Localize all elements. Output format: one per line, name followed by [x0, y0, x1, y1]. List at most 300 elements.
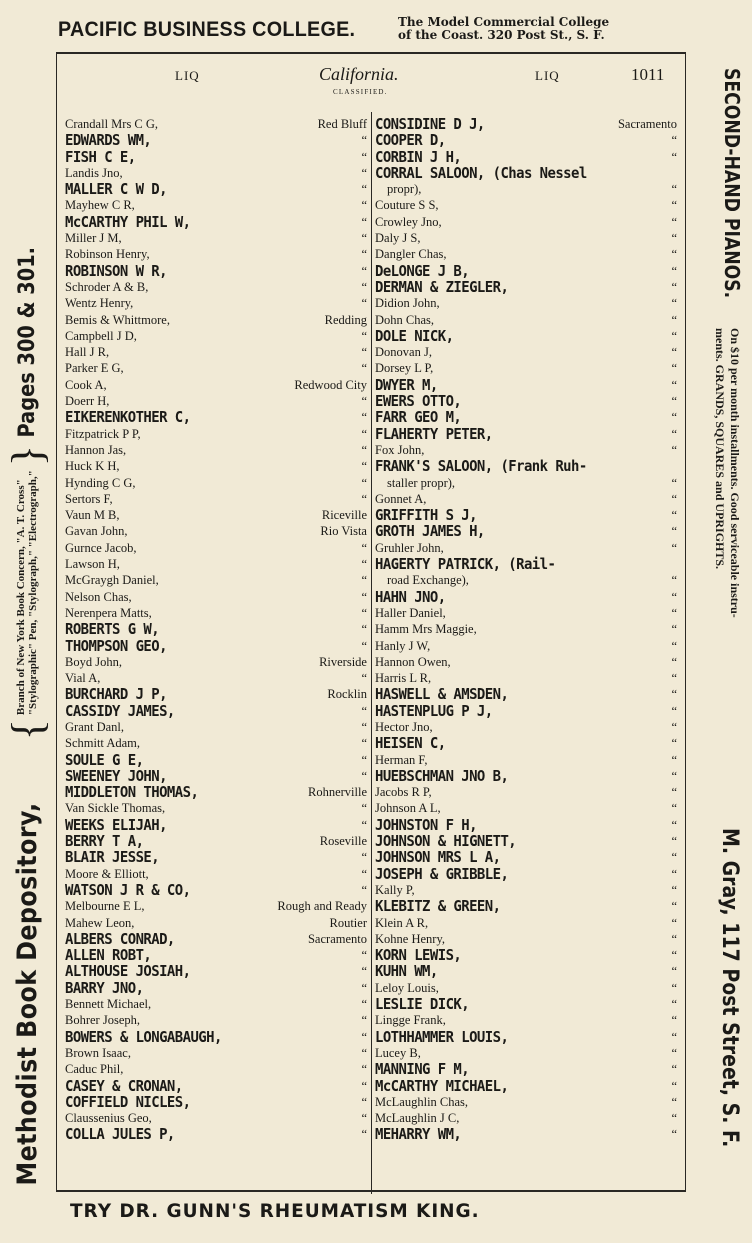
listing-entry: [375, 800, 683, 816]
listing-name: CASSIDY JAMES,: [65, 701, 175, 720]
listing-entry: [65, 605, 373, 621]
listing-entry: [375, 360, 683, 376]
listing-location: “: [361, 1062, 367, 1077]
listing-location: “: [671, 638, 677, 653]
listing-name: DWYER M,: [375, 375, 438, 394]
listing-location: “: [671, 882, 677, 897]
listing-location: “: [361, 1045, 367, 1060]
listing-location: “: [671, 687, 677, 702]
listing-name: FLAHERTY PETER,: [375, 424, 493, 443]
listing-name: HASWELL & AMSDEN,: [375, 685, 509, 704]
listing-entry: [65, 393, 373, 409]
listing-name: Brown Isaac,: [65, 1045, 131, 1060]
header-left-abbrev: LIQ: [175, 68, 200, 83]
left-ad-pages: Pages 300 & 301.: [14, 246, 40, 437]
listing-name: Caduc Phil,: [65, 1062, 124, 1077]
listing-name: CORRAL SALOON, (Chas Nessel: [375, 163, 587, 182]
listing-location: “: [361, 557, 367, 572]
listing-name: MIDDLETON THOMAS,: [65, 783, 199, 802]
listing-entry: [65, 849, 373, 865]
listing-name: CONSIDINE D J,: [375, 115, 485, 133]
listing-entry: [375, 149, 683, 165]
listing-location: “: [671, 980, 677, 995]
listing-entry: [65, 230, 373, 246]
listing-location: Rocklin: [327, 687, 367, 702]
listing-location: “: [671, 279, 677, 294]
listing-name: Lucey B,: [375, 1045, 421, 1060]
listing-name: EWERS OTTO,: [375, 392, 462, 411]
listing-entry: [375, 197, 683, 213]
listing-name: Parker E G,: [65, 361, 124, 376]
listing-name: Gruhler John,: [375, 540, 444, 555]
listing-entry: [375, 882, 683, 898]
listing-name: McLaughlin Chas,: [375, 1094, 469, 1109]
listing-location: “: [361, 442, 367, 457]
listing-name: Lawson H,: [65, 557, 120, 572]
listing-name: Sertors F,: [65, 491, 113, 506]
listing-name: THOMPSON GEO,: [65, 636, 167, 655]
listing-name: COOPER D,: [375, 131, 446, 150]
listing-location: “: [361, 394, 367, 409]
listing-location: “: [671, 328, 677, 343]
listing-location: “: [361, 133, 367, 148]
listing-entry: [65, 149, 373, 165]
listing-name: KUHN WM,: [375, 962, 438, 981]
listing-location: “: [361, 1013, 367, 1028]
listing-entry: [375, 458, 683, 474]
listing-name: LOTHHAMMER LOUIS,: [375, 1027, 509, 1046]
listing-location: “: [671, 948, 677, 963]
listing-location: “: [671, 475, 677, 490]
listing-entry: [65, 312, 373, 328]
listing-entry: [375, 752, 683, 768]
listing-name: Gonnet A,: [375, 491, 427, 506]
listing-entry: [65, 1012, 373, 1028]
listing-location: “: [671, 296, 677, 311]
listing-name: KORN LEWIS,: [375, 946, 462, 965]
listing-entry: [65, 963, 373, 979]
listing-entry: [65, 1094, 373, 1110]
listing-location: “: [361, 622, 367, 637]
listing-location: “: [671, 605, 677, 620]
listing-name: Van Sickle Thomas,: [65, 801, 166, 816]
listing-name: Gavan John,: [65, 524, 128, 539]
listing-location: “: [671, 491, 677, 506]
listing-name: HEISEN C,: [375, 734, 446, 753]
listing-name: Grant Danl,: [65, 719, 125, 734]
listing-entry: [375, 279, 683, 295]
listing-name: Gurnce Jacob,: [65, 540, 137, 555]
top-ad-tagline-line2: of the Coast. 320 Post St., S. F.: [398, 28, 605, 42]
listing-name: Hamm Mrs Maggie,: [375, 622, 477, 637]
left-margin-advertisement: [2, 70, 52, 1185]
listing-entry: [375, 116, 683, 132]
listing-name: COLLA JULES P,: [65, 1125, 175, 1144]
directory-page: [56, 52, 686, 1192]
listing-location: “: [671, 1127, 677, 1142]
listing-entry: [375, 246, 683, 262]
listing-location: “: [361, 1029, 367, 1044]
listing-entry: [65, 556, 373, 572]
listing-location: “: [361, 997, 367, 1012]
listing-entry: [375, 556, 683, 572]
listing-name: Hector Jno,: [375, 719, 433, 734]
listing-location: “: [671, 834, 677, 849]
listing-location: “: [361, 882, 367, 897]
right-ad-details: [712, 328, 742, 618]
listing-name: Fitzpatrick P P,: [65, 426, 141, 441]
listing-name: KLEBITZ & GREEN,: [375, 897, 501, 916]
listing-location: “: [671, 964, 677, 979]
listing-location: “: [671, 997, 677, 1012]
listing-name: Hannon Owen,: [375, 654, 451, 669]
listing-entry: [375, 132, 683, 148]
listing-location: “: [361, 426, 367, 441]
listing-entry: [65, 915, 373, 931]
listing-name: Melbourne E L,: [65, 899, 145, 914]
left-ad-details-line1: Branch of New York Book Concern, "A. T. Cross": [15, 478, 27, 715]
listing-name: BERRY T A,: [65, 832, 144, 851]
listing-name: DeLONGE J B,: [375, 261, 470, 280]
listing-entry: [375, 572, 683, 588]
listing-name: LESLIE DICK,: [375, 995, 470, 1014]
listing-location: Roseville: [319, 834, 367, 849]
listing-entry: [375, 507, 683, 523]
listing-entry: [375, 703, 683, 719]
listing-location: “: [671, 768, 677, 783]
listing-name: Hannon Jas,: [65, 442, 127, 457]
listing-entry: [65, 507, 373, 523]
listing-name: ALLEN ROBT,: [65, 946, 152, 965]
listing-entry: [375, 638, 683, 654]
listing-location: “: [361, 1094, 367, 1109]
listing-name: McCARTHY PHIL W,: [65, 212, 191, 231]
listing-name: BARRY JNO,: [65, 978, 144, 997]
listing-location: “: [361, 1078, 367, 1093]
listing-entry: [65, 523, 373, 539]
listing-entry: [65, 752, 373, 768]
listing-location: “: [361, 638, 367, 653]
listing-location: “: [671, 915, 677, 930]
listing-location: “: [671, 198, 677, 213]
right-ad-pianos: SECOND-HAND PIANOS.: [720, 68, 744, 299]
listing-entry: [65, 882, 373, 898]
listing-entry: [65, 377, 373, 393]
listing-name: Harris L R,: [375, 671, 432, 686]
listing-name: Miller J M,: [65, 231, 122, 246]
listing-location: “: [671, 752, 677, 767]
listing-name: HUEBSCHMAN JNO B,: [375, 766, 509, 785]
listing-name: ROBERTS G W,: [65, 620, 160, 639]
listing-location: “: [671, 410, 677, 425]
listing-entry: [65, 1061, 373, 1077]
listing-location: “: [671, 524, 677, 539]
listing-entry: [65, 800, 373, 816]
listing-location: “: [671, 866, 677, 881]
right-ad-details-line1: On $10 per month installments. Good serviceable instru-: [728, 328, 742, 618]
listing-name: Couture S S,: [375, 198, 439, 213]
listing-entry: [375, 426, 683, 442]
listing-location: “: [361, 214, 367, 229]
listing-name: MEHARRY WM,: [375, 1125, 462, 1144]
listing-location: “: [361, 459, 367, 474]
listing-location: Sacramento: [617, 117, 677, 131]
listing-location: “: [671, 1013, 677, 1028]
listing-entry: [375, 295, 683, 311]
listing-name: BOWERS & LONGABAUGH,: [65, 1027, 222, 1046]
listing-location: “: [671, 1029, 677, 1044]
listing-name: MALLER C W D,: [65, 180, 167, 199]
listing-name: ROBINSON W R,: [65, 261, 167, 280]
listing-entry: [65, 197, 373, 213]
listing-entry: [65, 442, 373, 458]
listing-name: HASTENPLUG P J,: [375, 701, 493, 720]
listing-location: “: [361, 491, 367, 506]
listing-entry: [375, 377, 683, 393]
listing-location: “: [671, 703, 677, 718]
listing-location: “: [361, 703, 367, 718]
page-header: [57, 54, 687, 100]
listing-entry: [375, 1061, 683, 1077]
listing-location: “: [361, 361, 367, 376]
listing-name: FISH C E,: [65, 147, 136, 166]
listing-name: CASEY & CRONAN,: [65, 1076, 183, 1095]
listing-location: Rio Vista: [320, 524, 367, 539]
listing-location: Riceville: [321, 508, 367, 523]
listing-location: Red Bluff: [317, 117, 367, 131]
listing-location: “: [671, 231, 677, 246]
right-ad-details-line2: ments. GRANDS, SQUARES and UPRIGHTS.: [713, 328, 727, 570]
listing-entry: [65, 654, 373, 670]
listing-name: Dohn Chas,: [375, 312, 435, 327]
listing-location: “: [671, 345, 677, 360]
listing-name: McGraygh Daniel,: [65, 573, 159, 588]
listing-entry: [375, 849, 683, 865]
listing-entry: [375, 1029, 683, 1045]
listing-entry: [65, 866, 373, 882]
listing-location: “: [361, 768, 367, 783]
listing-entry: [375, 1045, 683, 1061]
listing-entry: [65, 165, 373, 181]
listing-location: “: [671, 589, 677, 604]
listing-name: Bohrer Joseph,: [65, 1013, 140, 1028]
listing-name: staller propr),: [387, 475, 456, 490]
listing-entry: [375, 312, 683, 328]
listing-name: GROTH JAMES H,: [375, 522, 485, 541]
listing-location: “: [361, 475, 367, 490]
listing-entry: [375, 866, 683, 882]
listing-entry: [375, 1126, 683, 1142]
listing-entry: [65, 621, 373, 637]
listing-entry: [375, 1012, 683, 1028]
listing-entry: [65, 1078, 373, 1094]
listing-entry: [375, 931, 683, 947]
left-ad-details: [15, 470, 39, 715]
listing-location: Redding: [324, 312, 367, 327]
listing-name: CORBIN J H,: [375, 147, 462, 166]
listing-name: JOHNSTON F H,: [375, 815, 477, 834]
listing-name: propr),: [387, 182, 422, 197]
listing-entry: [375, 181, 683, 197]
listing-location: “: [361, 296, 367, 311]
listing-entry: [375, 947, 683, 963]
listing-location: “: [361, 1111, 367, 1126]
listing-name: Wentz Henry,: [65, 296, 134, 311]
listing-entry: [65, 181, 373, 197]
listing-entry: [375, 833, 683, 849]
listing-name: Jacobs R P,: [375, 785, 432, 800]
listing-location: “: [361, 605, 367, 620]
listing-location: “: [671, 312, 677, 327]
listing-entry: [65, 328, 373, 344]
listing-entry: [375, 344, 683, 360]
listing-location: “: [671, 182, 677, 197]
listing-entry: [65, 670, 373, 686]
listing-entry: [65, 898, 373, 914]
listing-entry: [65, 719, 373, 735]
listing-entry: [65, 116, 373, 132]
listing-location: “: [361, 671, 367, 686]
listing-name: Cook A,: [65, 377, 107, 392]
listing-location: “: [671, 801, 677, 816]
listing-entry: [65, 491, 373, 507]
listing-location: “: [361, 719, 367, 734]
listing-name: JOSEPH & GRIBBLE,: [375, 864, 509, 883]
listing-location: “: [361, 231, 367, 246]
listing-location: “: [671, 899, 677, 914]
left-ad-details-line2: "Stylographic" Pen, "Stylograph," "Electrograph,": [27, 469, 39, 715]
listing-location: Sacramento: [307, 931, 367, 946]
right-margin-advertisement: [690, 60, 750, 1190]
listing-entry: [65, 295, 373, 311]
listing-entry: [65, 279, 373, 295]
listing-entry: [65, 426, 373, 442]
left-ad-brace-close: }: [2, 444, 52, 466]
listing-location: “: [361, 540, 367, 555]
listing-location: “: [671, 1078, 677, 1093]
listing-name: HAGERTY PATRICK, (Rail-: [375, 555, 556, 574]
listing-name: ALTHOUSE JOSIAH,: [65, 962, 191, 981]
listing-entry: [65, 980, 373, 996]
listing-entry: [375, 442, 683, 458]
listing-name: Schroder A & B,: [65, 279, 149, 294]
listing-entry: [375, 409, 683, 425]
top-ad-tagline-line1: The Model Commercial College: [398, 15, 610, 29]
listing-entry: [65, 1029, 373, 1045]
listing-name: Donovan J,: [375, 345, 432, 360]
listing-name: Kohne Henry,: [375, 931, 446, 946]
listing-entry: [375, 165, 683, 181]
listing-entry: [375, 963, 683, 979]
listing-name: McCARTHY MICHAEL,: [375, 1076, 509, 1095]
listing-entry: [375, 491, 683, 507]
listing-entry: [65, 817, 373, 833]
listing-location: “: [671, 785, 677, 800]
header-right-abbrev: LIQ: [535, 68, 560, 83]
listing-name: Vaun M B,: [65, 508, 120, 523]
listing-location: “: [361, 964, 367, 979]
listing-name: Mayhew C R,: [65, 198, 135, 213]
listing-name: Campbell J D,: [65, 328, 137, 343]
listing-entry: [375, 654, 683, 670]
listing-name: COFFIELD NICLES,: [65, 1092, 191, 1111]
listing-name: Huck K H,: [65, 459, 120, 474]
listing-entry: [375, 475, 683, 491]
listing-entry: [65, 833, 373, 849]
listing-name: Lingge Frank,: [375, 1013, 446, 1028]
listing-entry: [65, 996, 373, 1012]
listing-location: “: [361, 736, 367, 751]
listing-entry: [375, 670, 683, 686]
listing-location: “: [671, 1045, 677, 1060]
listing-name: DERMAN & ZIEGLER,: [375, 277, 509, 296]
listing-name: Herman F,: [375, 752, 428, 767]
listing-name: FARR GEO M,: [375, 408, 462, 427]
bottom-advertisement: TRY DR. GUNN'S RHEUMATISM KING.: [70, 1200, 480, 1222]
listing-location: “: [671, 540, 677, 555]
listing-name: Moore & Elliott,: [65, 866, 149, 881]
listing-location: “: [671, 149, 677, 164]
listing-entry: [375, 996, 683, 1012]
listing-entry: [375, 605, 683, 621]
listing-location: “: [671, 1111, 677, 1126]
listing-name: Landis Jno,: [65, 165, 123, 180]
listing-location: “: [671, 377, 677, 392]
listing-location: “: [671, 133, 677, 148]
listing-location: “: [361, 410, 367, 425]
listing-name: Bemis & Whittmore,: [65, 312, 170, 327]
listing-entry: [375, 915, 683, 931]
listing-location: “: [361, 198, 367, 213]
listing-entry: [375, 784, 683, 800]
listing-entry: [65, 360, 373, 376]
listing-name: Bennett Michael,: [65, 997, 152, 1012]
listing-entry: [65, 344, 373, 360]
listing-location: “: [361, 980, 367, 995]
listing-name: Hynding C G,: [65, 475, 136, 490]
listing-name: Klein A R,: [375, 915, 429, 930]
listing-entry: [65, 931, 373, 947]
listing-name: Vial A,: [65, 671, 101, 686]
listing-name: FRANK'S SALOON, (Frank Ruh-: [375, 457, 587, 476]
right-listing-column: [375, 116, 683, 1143]
listing-location: “: [671, 654, 677, 669]
listing-name: WATSON J R & CO,: [65, 880, 191, 899]
listing-entry: [375, 328, 683, 344]
listing-entry: [65, 409, 373, 425]
listing-entry: [65, 458, 373, 474]
listing-location: “: [671, 622, 677, 637]
listing-location: Rough and Ready: [277, 899, 367, 914]
listing-entry: [65, 703, 373, 719]
listing-name: WEEKS ELIJAH,: [65, 815, 167, 834]
listing-name: Claussenius Geo,: [65, 1111, 152, 1126]
listing-entry: [375, 1078, 683, 1094]
listing-location: “: [671, 442, 677, 457]
listing-entry: [65, 540, 373, 556]
listing-location: “: [671, 671, 677, 686]
listing-name: HAHN JNO,: [375, 587, 446, 606]
listing-name: Dorsey L P,: [375, 361, 434, 376]
listing-location: “: [361, 263, 367, 278]
listing-location: “: [361, 328, 367, 343]
listing-entry: [375, 230, 683, 246]
top-advertisement: [0, 12, 752, 48]
listing-name: Nelson Chas,: [65, 589, 132, 604]
listing-entry: [375, 898, 683, 914]
listing-entry: [375, 589, 683, 605]
listing-location: “: [361, 589, 367, 604]
